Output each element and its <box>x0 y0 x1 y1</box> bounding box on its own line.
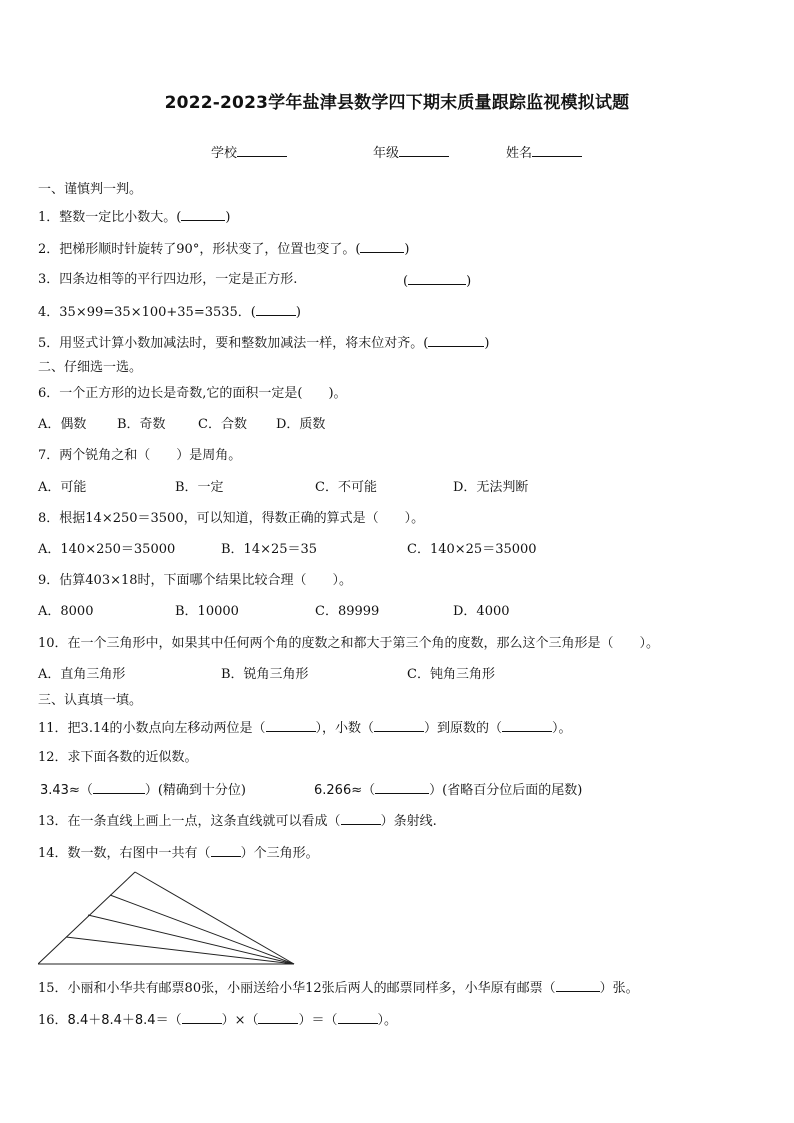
question-5: 5．用竖式计算小数加减法时，要和整数加减法一样，将末位对齐。( ) <box>38 336 490 351</box>
option-a[interactable]: A．140×250＝35000 <box>38 542 176 557</box>
option-a[interactable]: A．可能 <box>38 480 87 495</box>
option-c[interactable]: C．合数 <box>198 417 247 432</box>
inner-line <box>88 915 294 964</box>
question-3-answer: ( ) <box>403 274 472 289</box>
question-13: 13．在一条直线上画上一点，这条直线就可以看成（ ）条射线. <box>38 814 437 829</box>
inner-line <box>66 937 294 964</box>
answer-blank[interactable] <box>428 334 484 347</box>
question-11: 11．把3.14的小数点向左移动两位是（ ），小数（ ）到原数的（ ）。 <box>38 721 572 736</box>
answer-blank[interactable] <box>375 781 429 794</box>
section-heading: 二、仔细选一选。 <box>38 360 143 375</box>
school-blank[interactable] <box>237 142 287 157</box>
option-d[interactable]: D．无法判断 <box>453 480 529 495</box>
question-1: 1．整数一定比小数大。( ) <box>38 210 231 225</box>
question-3: 3．四条边相等的平行四边形，一定是正方形. <box>38 272 298 287</box>
question-8: 8．根据14×250＝3500，可以知道，得数正确的算式是（ ）。 <box>38 511 425 526</box>
option-b[interactable]: B．奇数 <box>117 417 166 432</box>
option-a[interactable]: A．偶数 <box>38 417 87 432</box>
question-12: 12．求下面各数的近似数。 <box>38 750 198 765</box>
option-d[interactable]: D．质数 <box>276 417 326 432</box>
option-b[interactable]: B．一定 <box>175 480 224 495</box>
question-2: 2．把梯形顺时针旋转了90°，形状变了，位置也变了。( ) <box>38 242 410 257</box>
option-b[interactable]: B．14×25＝35 <box>221 542 318 557</box>
option-b[interactable]: B．锐角三角形 <box>221 667 309 682</box>
grade-label: 年级 <box>373 146 400 161</box>
grade-field <box>373 142 449 161</box>
triangle-left-side <box>38 872 135 964</box>
triangle-figure <box>38 868 298 968</box>
answer-blank[interactable] <box>408 272 466 285</box>
school-field <box>211 142 287 161</box>
name-blank[interactable] <box>532 142 582 157</box>
answer-blank[interactable] <box>181 208 225 221</box>
answer-blank[interactable] <box>258 1011 298 1024</box>
page-title: 2022-2023学年盐津县数学四下期末质量跟踪监视模拟试题 <box>164 93 630 113</box>
question-12-part-a: 3.43≈（ ）(精确到十分位) <box>40 783 247 798</box>
triangle-right-side <box>135 872 294 964</box>
section-heading: 一、谨慎判一判。 <box>38 182 143 197</box>
name-field <box>506 142 582 161</box>
name-label: 姓名 <box>506 146 533 161</box>
section-heading: 三、认真填一填。 <box>38 693 143 708</box>
answer-blank[interactable] <box>256 303 296 316</box>
grade-blank[interactable] <box>399 142 449 157</box>
school-label: 学校 <box>211 146 238 161</box>
answer-blank[interactable] <box>341 812 381 825</box>
answer-blank[interactable] <box>211 844 241 857</box>
question-12-part-b: 6.266≈（ ）(省略百分位后面的尾数) <box>314 783 583 798</box>
question-16: 16．8.4＋8.4＋8.4＝（ ）×（ ）＝（ ）。 <box>38 1013 398 1028</box>
answer-blank[interactable] <box>266 719 316 732</box>
answer-blank[interactable] <box>502 719 552 732</box>
question-14: 14．数一数，右图中一共有（ ）个三角形。 <box>38 846 319 861</box>
answer-blank[interactable] <box>374 719 424 732</box>
question-4: 4．35×99=35×100+35=3535．( ) <box>38 305 301 320</box>
answer-blank[interactable] <box>338 1011 378 1024</box>
option-c[interactable]: C．钝角三角形 <box>407 667 495 682</box>
answer-blank[interactable] <box>360 240 404 253</box>
option-a[interactable]: A．8000 <box>38 604 94 619</box>
answer-blank[interactable] <box>93 781 145 794</box>
inner-line <box>110 895 294 964</box>
option-c[interactable]: C．不可能 <box>315 480 377 495</box>
option-b[interactable]: B．10000 <box>175 604 239 619</box>
question-9: 9．估算403×18时，下面哪个结果比较合理（ ）。 <box>38 573 353 588</box>
question-15: 15．小丽和小华共有邮票80张，小丽送给小华12张后两人的邮票同样多，小华原有邮票（ ）张。 <box>38 981 639 996</box>
question-6: 6．一个正方形的边长是奇数,它的面积一定是( )。 <box>38 386 347 401</box>
option-c[interactable]: C．89999 <box>315 604 380 619</box>
answer-blank[interactable] <box>556 979 600 992</box>
option-d[interactable]: D．4000 <box>453 604 510 619</box>
question-7: 7．两个锐角之和（ ）是周角。 <box>38 448 242 463</box>
option-a[interactable]: A．直角三角形 <box>38 667 126 682</box>
question-10: 10．在一个三角形中，如果其中任何两个角的度数之和都大于第三个角的度数，那么这个三角形是（ ）。 <box>38 636 660 651</box>
option-c[interactable]: C．140×25＝35000 <box>407 542 537 557</box>
answer-blank[interactable] <box>182 1011 222 1024</box>
